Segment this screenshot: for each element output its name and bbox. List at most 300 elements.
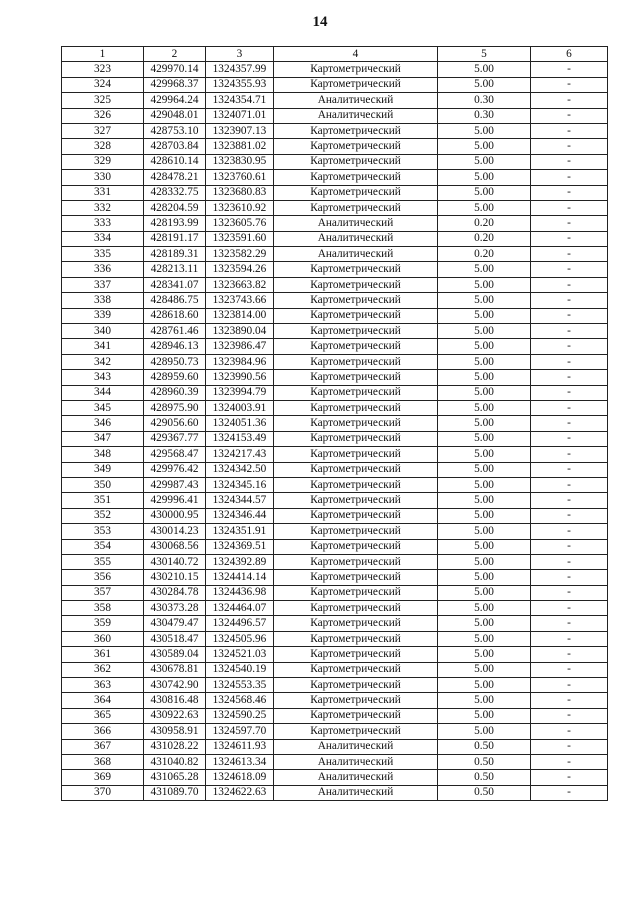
note-cell: - bbox=[531, 524, 608, 539]
table-row bbox=[62, 447, 608, 462]
method-cell: Аналитический bbox=[274, 231, 438, 246]
table-row bbox=[62, 601, 608, 616]
x-coordinate-cell: 428332.75 bbox=[144, 185, 206, 200]
accuracy-cell: 5.00 bbox=[438, 462, 531, 477]
accuracy-cell: 5.00 bbox=[438, 601, 531, 616]
note-cell: - bbox=[531, 324, 608, 339]
x-coordinate-cell: 428486.75 bbox=[144, 293, 206, 308]
table-row bbox=[62, 231, 608, 246]
x-coordinate-cell: 430922.63 bbox=[144, 708, 206, 723]
point-number-cell: 348 bbox=[62, 447, 144, 462]
accuracy-cell: 0.50 bbox=[438, 785, 531, 800]
y-coordinate-cell: 1323986.47 bbox=[206, 339, 274, 354]
note-cell: - bbox=[531, 631, 608, 646]
method-cell: Картометрический bbox=[274, 416, 438, 431]
x-coordinate-cell: 429056.60 bbox=[144, 416, 206, 431]
point-number-cell: 366 bbox=[62, 724, 144, 739]
y-coordinate-cell: 1323814.00 bbox=[206, 308, 274, 323]
method-cell: Аналитический bbox=[274, 770, 438, 785]
method-cell: Картометрический bbox=[274, 185, 438, 200]
y-coordinate-cell: 1324611.93 bbox=[206, 739, 274, 754]
point-number-cell: 363 bbox=[62, 678, 144, 693]
point-number-cell: 370 bbox=[62, 785, 144, 800]
accuracy-cell: 5.00 bbox=[438, 339, 531, 354]
note-cell: - bbox=[531, 724, 608, 739]
accuracy-cell: 5.00 bbox=[438, 524, 531, 539]
accuracy-cell: 5.00 bbox=[438, 678, 531, 693]
accuracy-cell: 5.00 bbox=[438, 154, 531, 169]
table-row bbox=[62, 93, 608, 108]
method-cell: Картометрический bbox=[274, 62, 438, 77]
method-cell: Картометрический bbox=[274, 354, 438, 369]
note-cell: - bbox=[531, 431, 608, 446]
accuracy-cell: 0.20 bbox=[438, 216, 531, 231]
table-row bbox=[62, 339, 608, 354]
x-coordinate-cell: 431040.82 bbox=[144, 754, 206, 769]
accuracy-cell: 5.00 bbox=[438, 708, 531, 723]
accuracy-cell: 5.00 bbox=[438, 324, 531, 339]
table-row bbox=[62, 739, 608, 754]
table-row bbox=[62, 785, 608, 800]
x-coordinate-cell: 429996.41 bbox=[144, 493, 206, 508]
point-number-cell: 344 bbox=[62, 385, 144, 400]
y-coordinate-cell: 1324342.50 bbox=[206, 462, 274, 477]
point-number-cell: 337 bbox=[62, 277, 144, 292]
accuracy-cell: 5.00 bbox=[438, 308, 531, 323]
table-row bbox=[62, 570, 608, 585]
column-header: 3 bbox=[206, 47, 274, 62]
table-row bbox=[62, 385, 608, 400]
note-cell: - bbox=[531, 370, 608, 385]
x-coordinate-cell: 429987.43 bbox=[144, 477, 206, 492]
point-number-cell: 355 bbox=[62, 554, 144, 569]
x-coordinate-cell: 430479.47 bbox=[144, 616, 206, 631]
method-cell: Картометрический bbox=[274, 139, 438, 154]
x-coordinate-cell: 430742.90 bbox=[144, 678, 206, 693]
method-cell: Аналитический bbox=[274, 247, 438, 262]
method-cell: Картометрический bbox=[274, 601, 438, 616]
accuracy-cell: 0.20 bbox=[438, 247, 531, 262]
method-cell: Картометрический bbox=[274, 400, 438, 415]
y-coordinate-cell: 1324346.44 bbox=[206, 508, 274, 523]
method-cell: Картометрический bbox=[274, 477, 438, 492]
note-cell: - bbox=[531, 770, 608, 785]
x-coordinate-cell: 429568.47 bbox=[144, 447, 206, 462]
note-cell: - bbox=[531, 647, 608, 662]
accuracy-cell: 5.00 bbox=[438, 570, 531, 585]
point-number-cell: 334 bbox=[62, 231, 144, 246]
accuracy-cell: 5.00 bbox=[438, 123, 531, 138]
table-body bbox=[62, 62, 608, 801]
column-header: 4 bbox=[274, 47, 438, 62]
note-cell: - bbox=[531, 354, 608, 369]
accuracy-cell: 0.30 bbox=[438, 93, 531, 108]
table-row bbox=[62, 508, 608, 523]
point-number-cell: 362 bbox=[62, 662, 144, 677]
note-cell: - bbox=[531, 77, 608, 92]
y-coordinate-cell: 1323594.26 bbox=[206, 262, 274, 277]
accuracy-cell: 5.00 bbox=[438, 370, 531, 385]
point-number-cell: 354 bbox=[62, 539, 144, 554]
y-coordinate-cell: 1323610.92 bbox=[206, 200, 274, 215]
table-row bbox=[62, 123, 608, 138]
method-cell: Картометрический bbox=[274, 77, 438, 92]
method-cell: Картометрический bbox=[274, 370, 438, 385]
note-cell: - bbox=[531, 231, 608, 246]
y-coordinate-cell: 1323680.83 bbox=[206, 185, 274, 200]
note-cell: - bbox=[531, 170, 608, 185]
point-number-cell: 345 bbox=[62, 400, 144, 415]
method-cell: Аналитический bbox=[274, 93, 438, 108]
x-coordinate-cell: 428213.11 bbox=[144, 262, 206, 277]
y-coordinate-cell: 1324618.09 bbox=[206, 770, 274, 785]
accuracy-cell: 5.00 bbox=[438, 170, 531, 185]
point-number-cell: 333 bbox=[62, 216, 144, 231]
table-row bbox=[62, 754, 608, 769]
y-coordinate-cell: 1324051.36 bbox=[206, 416, 274, 431]
table-row bbox=[62, 770, 608, 785]
x-coordinate-cell: 429048.01 bbox=[144, 108, 206, 123]
table-row bbox=[62, 708, 608, 723]
x-coordinate-cell: 430014.23 bbox=[144, 524, 206, 539]
y-coordinate-cell: 1324357.99 bbox=[206, 62, 274, 77]
accuracy-cell: 5.00 bbox=[438, 724, 531, 739]
column-header: 2 bbox=[144, 47, 206, 62]
table-row bbox=[62, 308, 608, 323]
accuracy-cell: 0.50 bbox=[438, 739, 531, 754]
point-number-cell: 341 bbox=[62, 339, 144, 354]
accuracy-cell: 5.00 bbox=[438, 693, 531, 708]
accuracy-cell: 5.00 bbox=[438, 262, 531, 277]
point-number-cell: 367 bbox=[62, 739, 144, 754]
y-coordinate-cell: 1324071.01 bbox=[206, 108, 274, 123]
y-coordinate-cell: 1324369.51 bbox=[206, 539, 274, 554]
x-coordinate-cell: 431089.70 bbox=[144, 785, 206, 800]
table-row bbox=[62, 693, 608, 708]
note-cell: - bbox=[531, 400, 608, 415]
accuracy-cell: 5.00 bbox=[438, 585, 531, 600]
point-number-cell: 343 bbox=[62, 370, 144, 385]
note-cell: - bbox=[531, 154, 608, 169]
point-number-cell: 357 bbox=[62, 585, 144, 600]
x-coordinate-cell: 428703.84 bbox=[144, 139, 206, 154]
method-cell: Картометрический bbox=[274, 539, 438, 554]
point-number-cell: 364 bbox=[62, 693, 144, 708]
note-cell: - bbox=[531, 601, 608, 616]
x-coordinate-cell: 430140.72 bbox=[144, 554, 206, 569]
note-cell: - bbox=[531, 539, 608, 554]
note-cell: - bbox=[531, 678, 608, 693]
method-cell: Картометрический bbox=[274, 431, 438, 446]
table-row bbox=[62, 185, 608, 200]
accuracy-cell: 5.00 bbox=[438, 200, 531, 215]
accuracy-cell: 5.00 bbox=[438, 508, 531, 523]
x-coordinate-cell: 428341.07 bbox=[144, 277, 206, 292]
accuracy-cell: 5.00 bbox=[438, 662, 531, 677]
method-cell: Аналитический bbox=[274, 108, 438, 123]
method-cell: Картометрический bbox=[274, 462, 438, 477]
table-row bbox=[62, 293, 608, 308]
accuracy-cell: 5.00 bbox=[438, 477, 531, 492]
x-coordinate-cell: 428960.39 bbox=[144, 385, 206, 400]
method-cell: Картометрический bbox=[274, 262, 438, 277]
note-cell: - bbox=[531, 416, 608, 431]
y-coordinate-cell: 1324414.14 bbox=[206, 570, 274, 585]
accuracy-cell: 5.00 bbox=[438, 554, 531, 569]
point-number-cell: 324 bbox=[62, 77, 144, 92]
method-cell: Картометрический bbox=[274, 631, 438, 646]
y-coordinate-cell: 1323663.82 bbox=[206, 277, 274, 292]
table-row bbox=[62, 108, 608, 123]
method-cell: Картометрический bbox=[274, 493, 438, 508]
accuracy-cell: 5.00 bbox=[438, 647, 531, 662]
y-coordinate-cell: 1324521.03 bbox=[206, 647, 274, 662]
point-number-cell: 360 bbox=[62, 631, 144, 646]
accuracy-cell: 5.00 bbox=[438, 493, 531, 508]
method-cell: Картометрический bbox=[274, 385, 438, 400]
point-number-cell: 342 bbox=[62, 354, 144, 369]
x-coordinate-cell: 431028.22 bbox=[144, 739, 206, 754]
accuracy-cell: 5.00 bbox=[438, 277, 531, 292]
method-cell: Картометрический bbox=[274, 123, 438, 138]
note-cell: - bbox=[531, 293, 608, 308]
x-coordinate-cell: 428193.99 bbox=[144, 216, 206, 231]
table-row bbox=[62, 216, 608, 231]
accuracy-cell: 5.00 bbox=[438, 447, 531, 462]
y-coordinate-cell: 1324622.63 bbox=[206, 785, 274, 800]
y-coordinate-cell: 1323743.66 bbox=[206, 293, 274, 308]
table-row bbox=[62, 324, 608, 339]
method-cell: Картометрический bbox=[274, 308, 438, 323]
point-number-cell: 361 bbox=[62, 647, 144, 662]
point-number-cell: 325 bbox=[62, 93, 144, 108]
y-coordinate-cell: 1324553.35 bbox=[206, 678, 274, 693]
method-cell: Картометрический bbox=[274, 616, 438, 631]
note-cell: - bbox=[531, 477, 608, 492]
method-cell: Картометрический bbox=[274, 277, 438, 292]
method-cell: Картометрический bbox=[274, 554, 438, 569]
accuracy-cell: 0.50 bbox=[438, 770, 531, 785]
note-cell: - bbox=[531, 385, 608, 400]
y-coordinate-cell: 1324217.43 bbox=[206, 447, 274, 462]
note-cell: - bbox=[531, 339, 608, 354]
note-cell: - bbox=[531, 554, 608, 569]
accuracy-cell: 0.20 bbox=[438, 231, 531, 246]
column-header: 5 bbox=[438, 47, 531, 62]
table-row bbox=[62, 493, 608, 508]
x-coordinate-cell: 430068.56 bbox=[144, 539, 206, 554]
table-row bbox=[62, 724, 608, 739]
accuracy-cell: 5.00 bbox=[438, 185, 531, 200]
x-coordinate-cell: 431065.28 bbox=[144, 770, 206, 785]
point-number-cell: 368 bbox=[62, 754, 144, 769]
x-coordinate-cell: 430284.78 bbox=[144, 585, 206, 600]
table-row bbox=[62, 262, 608, 277]
y-coordinate-cell: 1324392.89 bbox=[206, 554, 274, 569]
method-cell: Картометрический bbox=[274, 154, 438, 169]
note-cell: - bbox=[531, 616, 608, 631]
y-coordinate-cell: 1323907.13 bbox=[206, 123, 274, 138]
accuracy-cell: 5.00 bbox=[438, 616, 531, 631]
y-coordinate-cell: 1324436.98 bbox=[206, 585, 274, 600]
point-number-cell: 349 bbox=[62, 462, 144, 477]
table-row bbox=[62, 62, 608, 77]
table-row bbox=[62, 678, 608, 693]
y-coordinate-cell: 1324464.07 bbox=[206, 601, 274, 616]
y-coordinate-cell: 1324496.57 bbox=[206, 616, 274, 631]
table-row bbox=[62, 139, 608, 154]
point-number-cell: 358 bbox=[62, 601, 144, 616]
x-coordinate-cell: 428946.13 bbox=[144, 339, 206, 354]
method-cell: Картометрический bbox=[274, 708, 438, 723]
accuracy-cell: 5.00 bbox=[438, 416, 531, 431]
table-row bbox=[62, 616, 608, 631]
accuracy-cell: 5.00 bbox=[438, 631, 531, 646]
method-cell: Картометрический bbox=[274, 693, 438, 708]
y-coordinate-cell: 1324354.71 bbox=[206, 93, 274, 108]
y-coordinate-cell: 1323994.79 bbox=[206, 385, 274, 400]
method-cell: Картометрический bbox=[274, 524, 438, 539]
accuracy-cell: 5.00 bbox=[438, 139, 531, 154]
accuracy-cell: 0.50 bbox=[438, 754, 531, 769]
method-cell: Картометрический bbox=[274, 200, 438, 215]
method-cell: Картометрический bbox=[274, 647, 438, 662]
method-cell: Картометрический bbox=[274, 724, 438, 739]
point-number-cell: 338 bbox=[62, 293, 144, 308]
page-number: 14 bbox=[312, 14, 328, 30]
point-number-cell: 369 bbox=[62, 770, 144, 785]
x-coordinate-cell: 428753.10 bbox=[144, 123, 206, 138]
x-coordinate-cell: 428618.60 bbox=[144, 308, 206, 323]
point-number-cell: 340 bbox=[62, 324, 144, 339]
y-coordinate-cell: 1324590.25 bbox=[206, 708, 274, 723]
x-coordinate-cell: 428204.59 bbox=[144, 200, 206, 215]
note-cell: - bbox=[531, 585, 608, 600]
y-coordinate-cell: 1323984.96 bbox=[206, 354, 274, 369]
method-cell: Картометрический bbox=[274, 508, 438, 523]
table-row bbox=[62, 554, 608, 569]
y-coordinate-cell: 1324344.57 bbox=[206, 493, 274, 508]
x-coordinate-cell: 428959.60 bbox=[144, 370, 206, 385]
y-coordinate-cell: 1323591.60 bbox=[206, 231, 274, 246]
x-coordinate-cell: 430589.04 bbox=[144, 647, 206, 662]
point-number-cell: 347 bbox=[62, 431, 144, 446]
note-cell: - bbox=[531, 570, 608, 585]
table-row bbox=[62, 77, 608, 92]
note-cell: - bbox=[531, 247, 608, 262]
note-cell: - bbox=[531, 308, 608, 323]
point-number-cell: 330 bbox=[62, 170, 144, 185]
note-cell: - bbox=[531, 185, 608, 200]
point-number-cell: 339 bbox=[62, 308, 144, 323]
table-row bbox=[62, 647, 608, 662]
point-number-cell: 332 bbox=[62, 200, 144, 215]
table-header-row bbox=[62, 47, 608, 62]
note-cell: - bbox=[531, 216, 608, 231]
method-cell: Картометрический bbox=[274, 570, 438, 585]
point-number-cell: 353 bbox=[62, 524, 144, 539]
note-cell: - bbox=[531, 93, 608, 108]
table-row bbox=[62, 370, 608, 385]
table-row bbox=[62, 354, 608, 369]
point-number-cell: 352 bbox=[62, 508, 144, 523]
note-cell: - bbox=[531, 493, 608, 508]
note-cell: - bbox=[531, 277, 608, 292]
table-row bbox=[62, 431, 608, 446]
y-coordinate-cell: 1324345.16 bbox=[206, 477, 274, 492]
note-cell: - bbox=[531, 508, 608, 523]
y-coordinate-cell: 1324003.91 bbox=[206, 400, 274, 415]
y-coordinate-cell: 1323881.02 bbox=[206, 139, 274, 154]
point-number-cell: 356 bbox=[62, 570, 144, 585]
method-cell: Аналитический bbox=[274, 785, 438, 800]
table-row bbox=[62, 662, 608, 677]
y-coordinate-cell: 1323990.56 bbox=[206, 370, 274, 385]
x-coordinate-cell: 430373.28 bbox=[144, 601, 206, 616]
y-coordinate-cell: 1323830.95 bbox=[206, 154, 274, 169]
y-coordinate-cell: 1323890.04 bbox=[206, 324, 274, 339]
point-number-cell: 336 bbox=[62, 262, 144, 277]
point-number-cell: 331 bbox=[62, 185, 144, 200]
y-coordinate-cell: 1324613.34 bbox=[206, 754, 274, 769]
x-coordinate-cell: 429367.77 bbox=[144, 431, 206, 446]
x-coordinate-cell: 429964.24 bbox=[144, 93, 206, 108]
x-coordinate-cell: 428950.73 bbox=[144, 354, 206, 369]
point-number-cell: 326 bbox=[62, 108, 144, 123]
x-coordinate-cell: 430958.91 bbox=[144, 724, 206, 739]
method-cell: Картометрический bbox=[274, 293, 438, 308]
note-cell: - bbox=[531, 139, 608, 154]
accuracy-cell: 5.00 bbox=[438, 354, 531, 369]
table-row bbox=[62, 585, 608, 600]
method-cell: Картометрический bbox=[274, 324, 438, 339]
note-cell: - bbox=[531, 123, 608, 138]
table-row bbox=[62, 170, 608, 185]
method-cell: Аналитический bbox=[274, 754, 438, 769]
table-row bbox=[62, 462, 608, 477]
x-coordinate-cell: 430210.15 bbox=[144, 570, 206, 585]
x-coordinate-cell: 428189.31 bbox=[144, 247, 206, 262]
note-cell: - bbox=[531, 62, 608, 77]
x-coordinate-cell: 429970.14 bbox=[144, 62, 206, 77]
point-number-cell: 350 bbox=[62, 477, 144, 492]
x-coordinate-cell: 428975.90 bbox=[144, 400, 206, 415]
note-cell: - bbox=[531, 262, 608, 277]
accuracy-cell: 5.00 bbox=[438, 539, 531, 554]
table-row bbox=[62, 524, 608, 539]
x-coordinate-cell: 430816.48 bbox=[144, 693, 206, 708]
point-number-cell: 327 bbox=[62, 123, 144, 138]
point-number-cell: 329 bbox=[62, 154, 144, 169]
y-coordinate-cell: 1323760.61 bbox=[206, 170, 274, 185]
point-number-cell: 365 bbox=[62, 708, 144, 723]
accuracy-cell: 5.00 bbox=[438, 400, 531, 415]
accuracy-cell: 5.00 bbox=[438, 385, 531, 400]
note-cell: - bbox=[531, 693, 608, 708]
table-row bbox=[62, 277, 608, 292]
method-cell: Картометрический bbox=[274, 170, 438, 185]
table-row bbox=[62, 631, 608, 646]
point-number-cell: 359 bbox=[62, 616, 144, 631]
table-row bbox=[62, 247, 608, 262]
method-cell: Аналитический bbox=[274, 216, 438, 231]
x-coordinate-cell: 429976.42 bbox=[144, 462, 206, 477]
y-coordinate-cell: 1323605.76 bbox=[206, 216, 274, 231]
point-number-cell: 346 bbox=[62, 416, 144, 431]
accuracy-cell: 5.00 bbox=[438, 77, 531, 92]
y-coordinate-cell: 1324351.91 bbox=[206, 524, 274, 539]
note-cell: - bbox=[531, 785, 608, 800]
